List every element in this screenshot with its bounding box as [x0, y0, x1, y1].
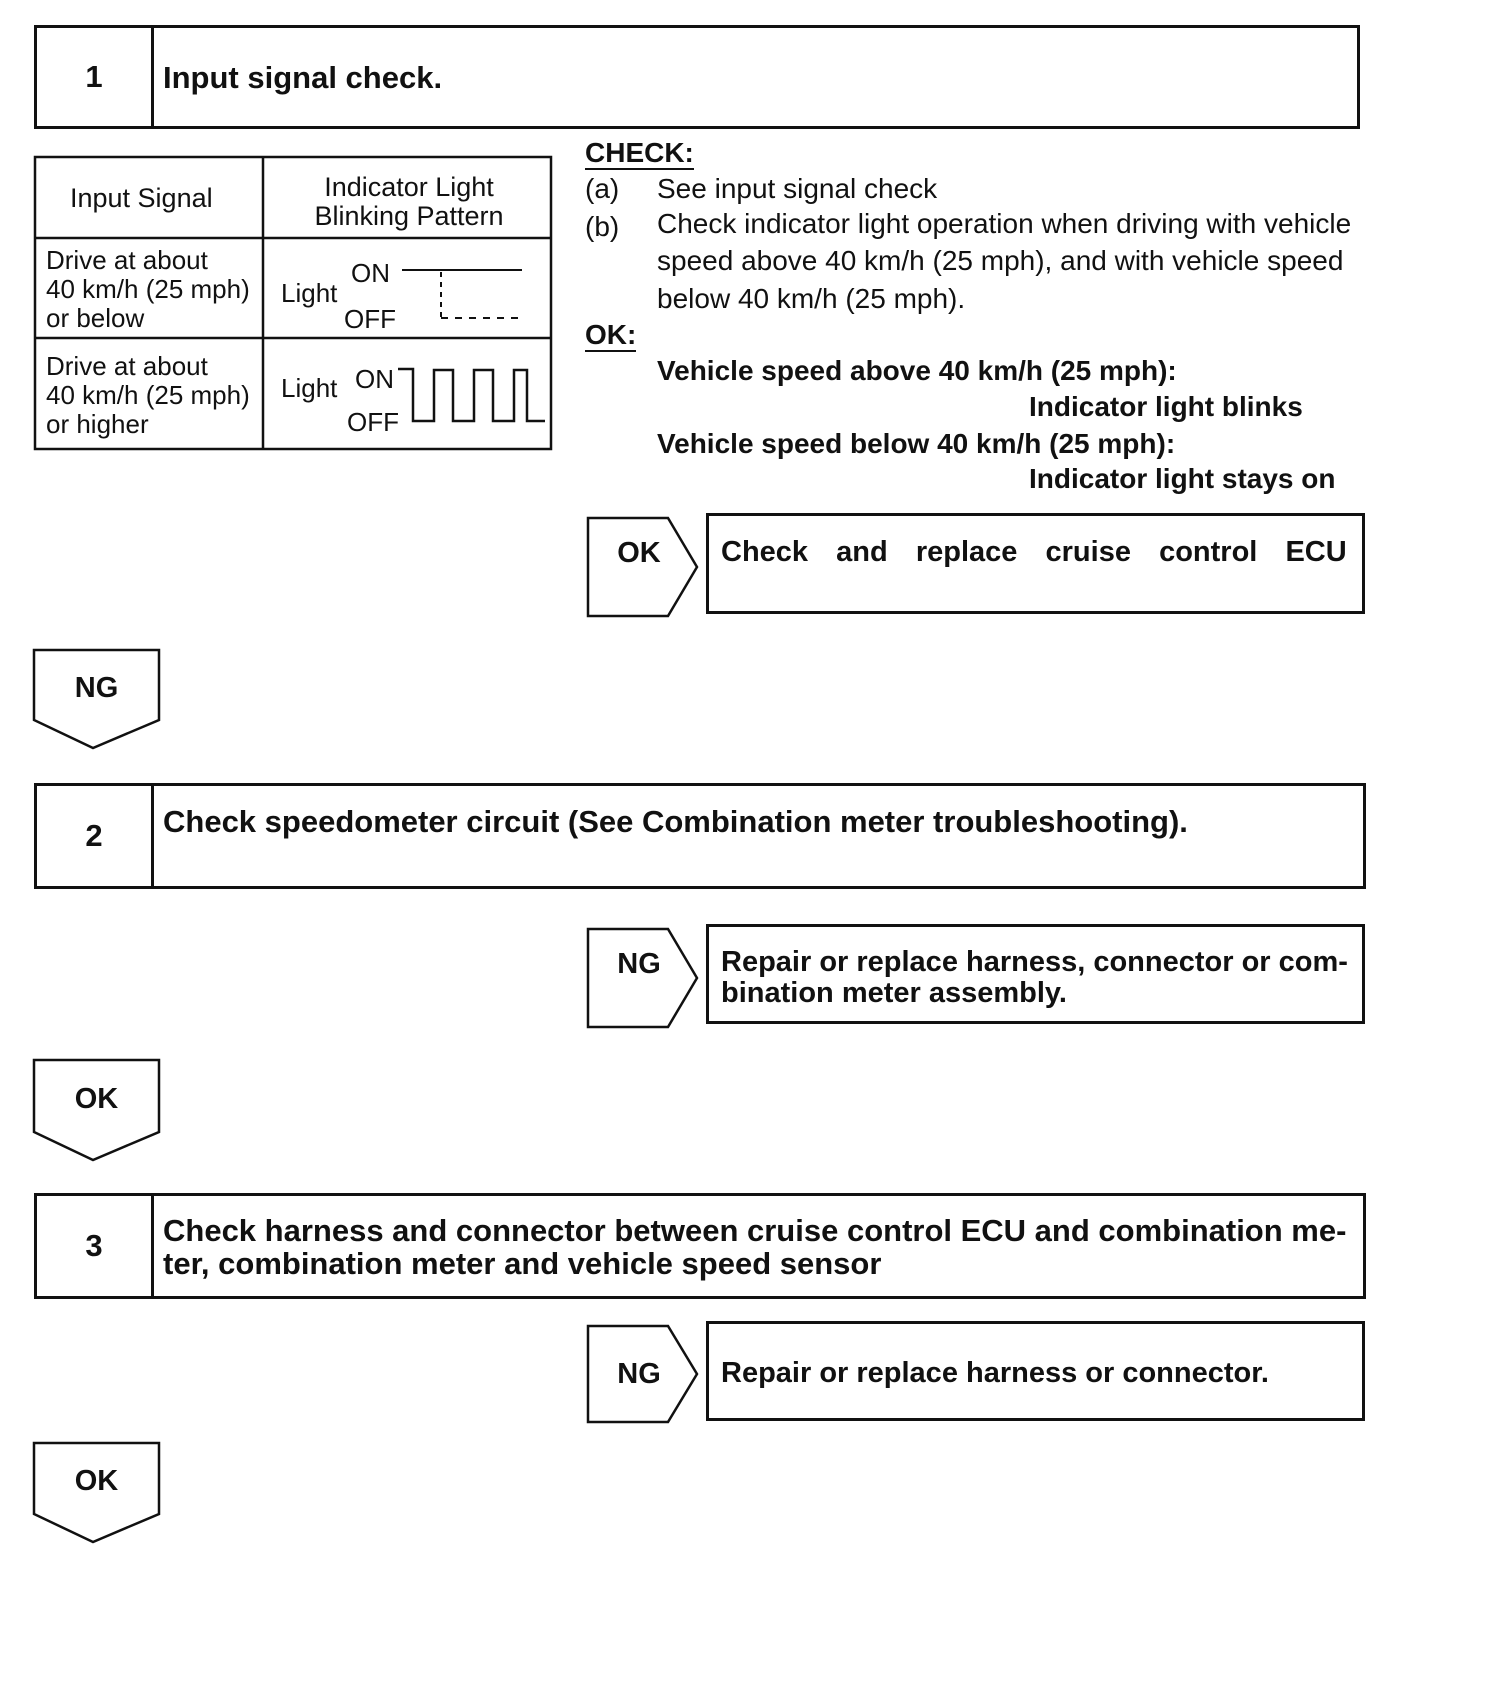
check-item-b-label: (b)	[585, 211, 620, 242]
row-1-light-label: Light	[281, 278, 338, 308]
result-2-text: Repair or replace harness, connector or com- bination meter assembly.	[721, 946, 1348, 1009]
check-item-b-line-3: below 40 km/h (25 mph).	[657, 283, 966, 314]
check-item-b-line-1: Check indicator light operation when driving with vehicle	[657, 208, 1352, 239]
down-3-label: OK	[74, 1465, 119, 1497]
step-2-box	[34, 783, 1366, 889]
result-3-label: NG	[617, 1358, 661, 1390]
result-3-box	[706, 1321, 1365, 1421]
result-1-label: OK	[617, 537, 661, 569]
step-3-box	[34, 1193, 1366, 1299]
row-1-signal: Drive at about 40 km/h (25 mph) or below	[46, 245, 250, 333]
result-1-text: Check and replace cruise control ECU	[721, 536, 1347, 568]
row-2-signal: Drive at about 40 km/h (25 mph) or higher	[46, 351, 250, 439]
step-2-number: 2	[37, 786, 154, 886]
ok-spec-line-4: Indicator light stays on	[1029, 463, 1336, 494]
ok-spec-line-1: Vehicle speed above 40 km/h (25 mph):	[657, 355, 1177, 386]
header-blinking-pattern: Indicator Light Blinking Pattern	[314, 172, 504, 231]
row-2-light-label: Light	[281, 373, 338, 403]
check-heading: CHECK:	[585, 137, 694, 168]
result-3-text: Repair or replace harness or connector.	[721, 1357, 1269, 1389]
check-item-a-label: (a)	[585, 173, 620, 204]
step-1-title: Input signal check.	[163, 60, 443, 95]
check-item-a-text: See input signal check	[657, 173, 938, 204]
result-2-label: NG	[617, 948, 661, 980]
step-1-number: 1	[37, 28, 154, 126]
ok-spec-heading: OK:	[585, 319, 637, 350]
row-2-off-label: OFF	[347, 407, 399, 437]
down-1-label: NG	[74, 672, 119, 704]
row-1-off-label: OFF	[344, 304, 396, 334]
row-1-on-label: ON	[351, 258, 390, 288]
down-2-label: OK	[74, 1083, 119, 1115]
step-3-number: 3	[37, 1196, 154, 1296]
result-2-box	[706, 924, 1365, 1024]
step-2-title: Check speedometer circuit (See Combination meter troubleshooting).	[163, 804, 1188, 839]
row-2-on-label: ON	[355, 364, 394, 394]
header-input-signal: Input Signal	[70, 183, 213, 213]
result-1-box	[706, 513, 1365, 614]
ok-spec-line-3: Vehicle speed below 40 km/h (25 mph):	[657, 428, 1176, 459]
step-3-title: Check harness and connector between cruise control ECU and combination me- ter, combination meter and vehicle speed sensor	[163, 1213, 1347, 1281]
check-item-b-line-2: speed above 40 km/h (25 mph), and with vehicle speed	[657, 245, 1344, 276]
ok-spec-line-2: Indicator light blinks	[1029, 391, 1303, 422]
